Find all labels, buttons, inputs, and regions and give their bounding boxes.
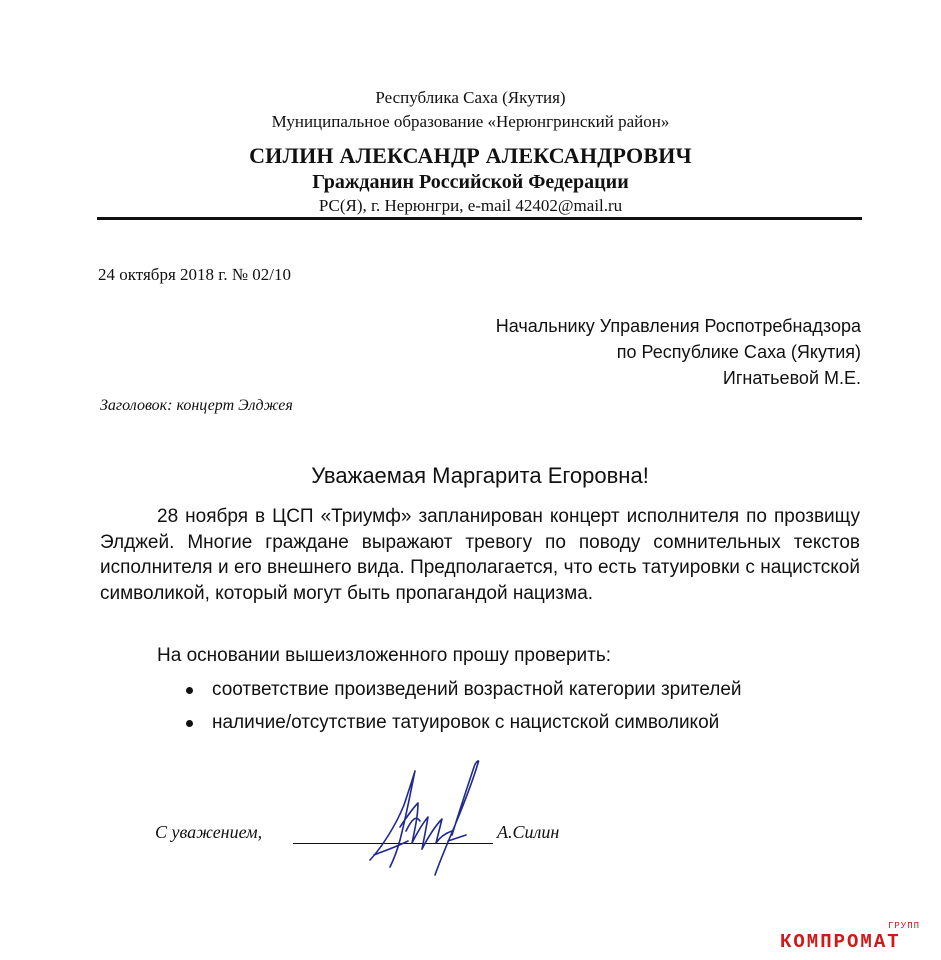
kompromat-watermark-logo — [780, 917, 930, 957]
addressee-block — [496, 313, 861, 391]
letterhead-divider — [97, 217, 862, 220]
list-item — [180, 712, 742, 745]
bullet-icon — [186, 720, 193, 727]
request-list — [180, 679, 742, 745]
addressee-line: Начальнику Управления Роспотребнадзора — [495, 316, 861, 336]
date-and-number: 24 октября 2018 г. № 02/10 — [98, 265, 292, 284]
list-item-text: соответствие произведений возрастной категории зрителей — [212, 679, 742, 700]
salutation: Уважаемая Маргарита Егоровна! — [311, 463, 649, 488]
list-item-text: наличие/отсутствие татуировок с нацистской символикой — [212, 712, 720, 733]
list-item — [180, 679, 742, 712]
signer-name: А.Силин — [497, 822, 560, 842]
subject-line: Заголовок: концерт Элджея — [100, 397, 293, 414]
letterhead-municipality: Муниципальное образование «Нерюнгринский район» — [271, 112, 670, 131]
letterhead-sender-status: Гражданин Российской Федерации — [312, 171, 629, 193]
svg-text:КОМПРОМАТ: КОМПРОМАТ — [780, 931, 901, 953]
letterhead-region: Республика Саха (Якутия) — [375, 88, 566, 107]
letterhead-contacts: РС(Я), г. Нерюнгри, e-mail 42402@mail.ru — [318, 196, 623, 215]
bullet-icon — [186, 687, 193, 694]
closing-phrase: С уважением, — [155, 822, 263, 842]
svg-text:ГРУПП: ГРУПП — [888, 921, 921, 931]
addressee-line: Игнатьевой М.Е. — [722, 368, 861, 388]
request-intro: На основании вышеизложенного прошу проверить: — [157, 645, 612, 666]
addressee-line: по Республике Саха (Якутия) — [616, 342, 861, 362]
letterhead-sender-name: СИЛИН АЛЕКСАНДР АЛЕКСАНДРОВИЧ — [249, 143, 692, 168]
handwritten-signature — [360, 755, 500, 885]
body-paragraph: 28 ноября в ЦСП «Триумф» запланирован концерт исполнителя по прозвищу Элджей. Многие граждане выражают тревогу по поводу сомнительных текстов исполнителя и его внешнего вида. Предполагается, что есть татуировки с нацистской символикой, который могут быть пропагандой нацизма. — [100, 506, 860, 604]
